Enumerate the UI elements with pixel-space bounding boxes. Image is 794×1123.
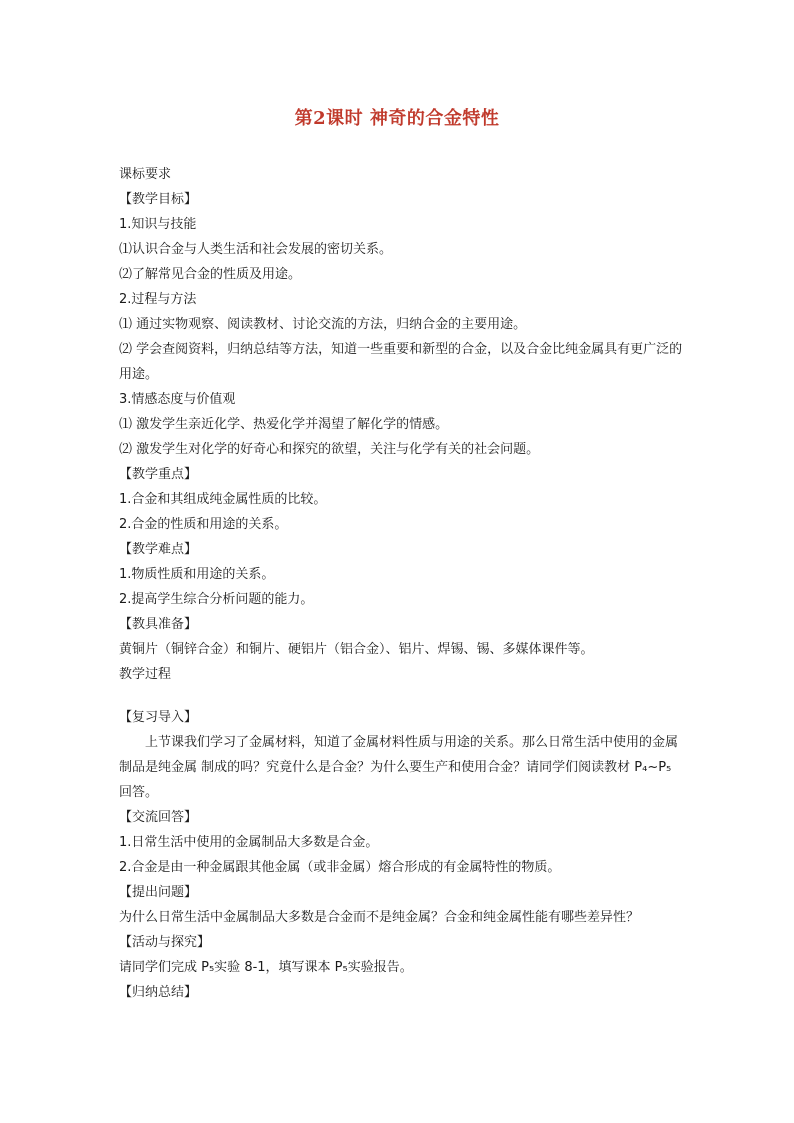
subsection-heading: 3.情感态度与价值观	[119, 392, 236, 407]
section-heading: 【教具准备】	[119, 617, 198, 632]
section-heading: 【归纳总结】	[119, 985, 198, 1000]
list-item: 2.提高学生综合分析问题的能力。	[119, 592, 314, 607]
blank-line	[119, 687, 684, 705]
section-heading: 【复习导入】	[119, 710, 198, 725]
list-item: ⑵了解常见合金的性质及用途。	[119, 267, 302, 282]
section-heading: 【教学难点】	[119, 542, 198, 557]
list-item: ⑴认识合金与人类生活和社会发展的密切关系。	[119, 242, 393, 257]
page-title: 第2课时 神奇的合金特性	[294, 108, 500, 129]
list-item: 1.合金和其组成纯金属性质的比较。	[119, 492, 327, 507]
paragraph: 上节课我们学习了金属材料，知道了金属材料性质与用途的关系。那么日常生活中使用的金属制品是纯金属 制成的吗？究竟什么是合金？为什么要生产和使用合金？请同学们阅读教材 P₄~P₅回答。	[119, 735, 679, 800]
list-item: ⑴ 激发学生亲近化学、热爱化学并渴望了解化学的情感。	[119, 417, 449, 432]
paragraph: 为什么日常生活中金属制品大多数是合金而不是纯金属？合金和纯金属性能有哪些差异性？	[119, 910, 640, 925]
paragraph: 黄铜片（铜锌合金）和铜片、硬铝片（铝合金）、铝片、焊锡、锡、多媒体课件等。	[119, 642, 594, 657]
section-heading: 【提出问题】	[119, 885, 198, 900]
list-item: 2.合金的性质和用途的关系。	[119, 517, 288, 532]
list-item: ⑴ 通过实物观察、阅读教材、讨论交流的方法，归纳合金的主要用途。	[119, 317, 527, 332]
list-item: 2.合金是由一种金属跟其他金属（或非金属）熔合形成的有金属特性的物质。	[119, 860, 561, 875]
paragraph: 请同学们完成 P₅实验 8-1，填写课本 P₅实验报告。	[119, 960, 413, 975]
section-heading: 【交流回答】	[119, 810, 198, 825]
document-body	[119, 162, 684, 1005]
subsection-heading: 2.过程与方法	[119, 292, 197, 307]
section-heading: 【活动与探究】	[119, 935, 211, 950]
list-item: 1.日常生活中使用的金属制品大多数是合金。	[119, 835, 379, 850]
list-item: ⑵ 学会查阅资料，归纳总结等方法，知道一些重要和新型的合金，以及合金比纯金属具有更广泛的用途。	[119, 342, 683, 382]
section-heading: 【教学重点】	[119, 467, 198, 482]
list-item: ⑵ 激发学生对化学的好奇心和探究的欲望，关注与化学有关的社会问题。	[119, 442, 540, 457]
section-label: 教学过程	[119, 667, 172, 682]
section-label: 课标要求	[119, 167, 172, 182]
subsection-heading: 1.知识与技能	[119, 217, 197, 232]
list-item: 1.物质性质和用途的关系。	[119, 567, 275, 582]
section-heading: 【教学目标】	[119, 192, 198, 207]
